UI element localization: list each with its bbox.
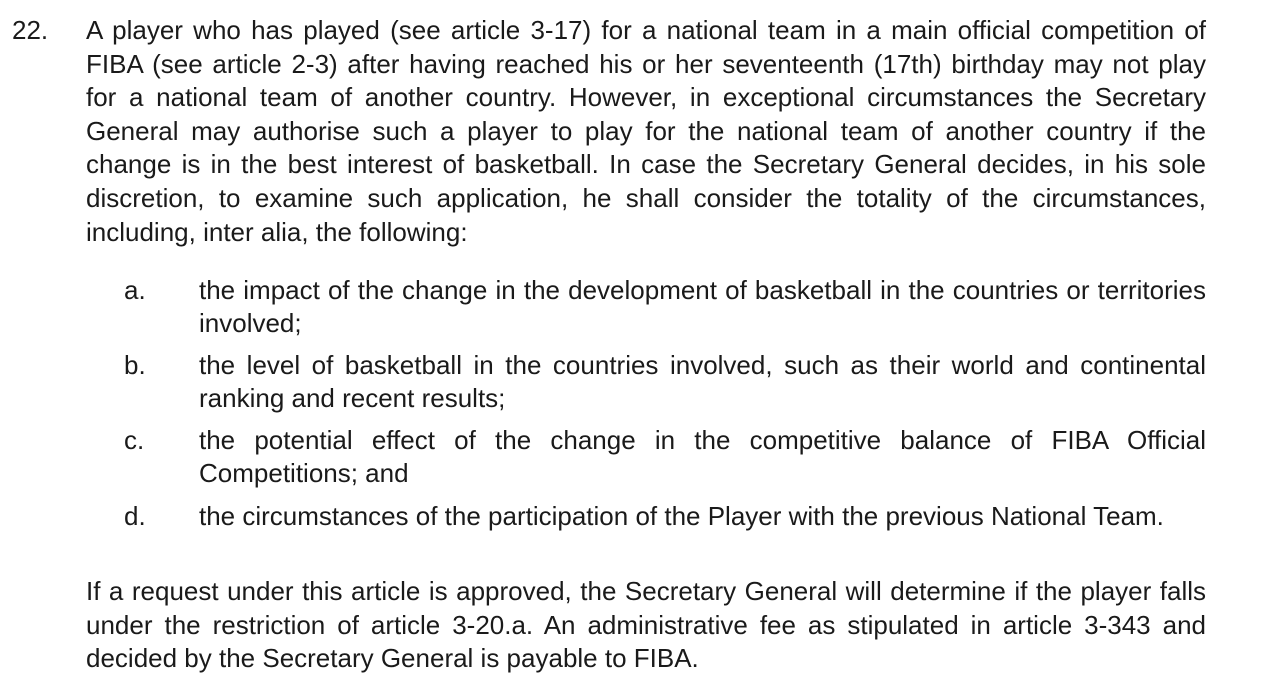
list-item-marker: b. (124, 350, 146, 381)
list-item-text: the potential effect of the change in the competitive balance of FIBA Official Competitions; and (199, 425, 1206, 489)
article-closing-paragraph: If a request under this article is approved, the Secretary General will determine if the player falls under the restriction of article 3-20.a. An administrative fee as stipulated in article 3-343 and decided by the Secretary General is payable to FIBA. (86, 576, 1206, 674)
list-item-text: the circumstances of the participation of the Player with the previous National Team. (199, 500, 1164, 531)
list-item (0, 274, 1271, 349)
article-intro-paragraph: A player who has played (see article 3-17) for a national team in a main official competition of FIBA (see article 2-3) after having reached his or her seventeenth (17th) birthday may not play for a national team of another country. However, in exceptional circumstances the Secretary General may authorise such a player to play for the national team of another country if the change is in the best interest of basketball. In case the Secretary General decides, in his sole discretion, to examine such application, he shall consider the totality of the circumstances, including, inter alia, the following: (86, 15, 1206, 247)
list-item-marker: c. (124, 425, 145, 456)
list-item-marker: a. (124, 275, 146, 305)
article-number: 22. (12, 15, 49, 45)
list-item-text: the level of basketball in the countries involved, such as their world and continental ranking and recent results; (199, 350, 1206, 414)
list-item-text: the impact of the change in the development of basketball in the countries or territories involved; (199, 275, 1206, 338)
criteria-list (0, 274, 1271, 575)
list-item (0, 349, 1271, 424)
list-item (0, 424, 1271, 499)
list-item (0, 500, 1271, 575)
list-item-marker: d. (124, 500, 146, 531)
